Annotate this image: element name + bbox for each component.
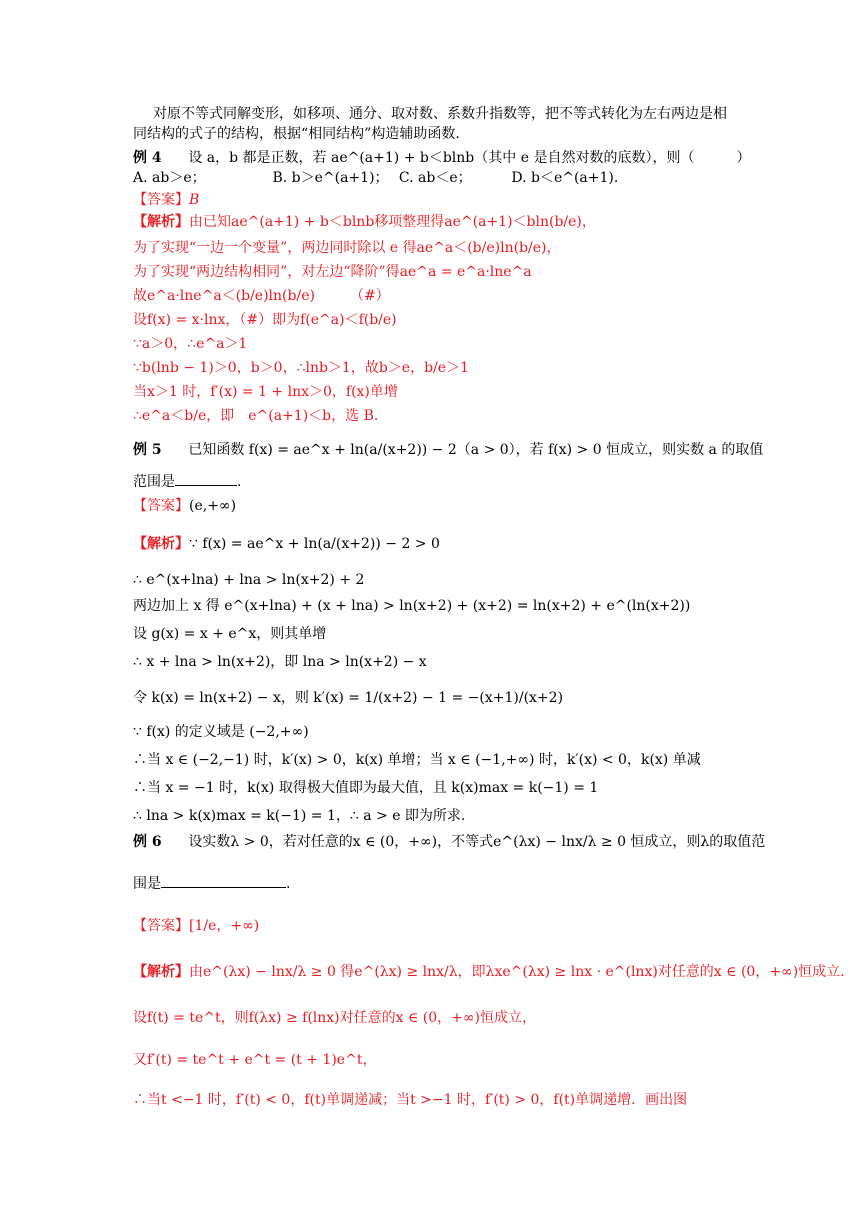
example5-question-row2: 范围是 . [133,474,242,490]
example4-analysis-line [133,212,730,232]
example4-label: 例 4 [133,150,162,166]
example4-question: 设 a，b 都是正数，若 ae^(a+1) + b＜blnb（其中 e 是自然对数的底数），则（ ） [188,150,751,166]
example6-question: 设实数λ > 0，若对任意的x ∈ (0，+∞)，不等式e^(λx) − lnx/λ ≥ 0 恒成立，则λ的取值范 [188,834,766,850]
example4-analysis-line: 当x＞1 时，f′(x) = 1 + lnx＞0，f(x)单增 [133,384,398,400]
example6-answer [133,916,730,936]
example5-answer [133,496,730,516]
analysis-text: 由已知ae^(a+1) + b＜blnb移项整理得ae^(a+1)＜bln(b/e)， [189,214,596,230]
example4-option-c: C. ab＜e； [398,170,472,186]
example4-analysis-line: 为了实现“两边结构相同”，对左边“降阶”得ae^a = e^a·lne^a [133,264,532,280]
answer-label: 【答案】 [133,498,189,514]
example5-analysis-line: 令 k(x) = ln(x+2) − x，则 k′(x) = 1/(x+2) − 1 = −(x+1)/(x+2) [133,690,564,706]
example5-analysis-line: ∴当 x ∈ (−2,−1) 时，k′(x) > 0，k(x) 单增；当 x ∈ (−1,+∞) 时，k′(x) < 0，k(x) 单减 [133,752,701,768]
example6-question-row2: 围是 . [133,876,291,892]
example5-analysis-line: 两边加上 x 得 e^(x+lna) + (x + lna) > ln(x+2) + (x+2) = ln(x+2) + e^(ln(x+2)) [133,598,691,614]
example5-label: 例 5 [133,442,162,458]
example6-analysis-line: 设f(t) = te^t，则f(λx) ≥ f(lnx)对任意的x ∈ (0，+∞)恒成立， [133,1010,537,1026]
example5-analysis-line: ∵ f(x) 的定义域是 (−2,+∞) [133,724,309,740]
example6-analysis-line [133,962,845,982]
analysis-label: 【解析】 [133,964,189,980]
example5-question-end: 范围是 [133,474,175,490]
answer-blank [161,887,286,888]
answer-label: 【答案】 [133,192,189,208]
example4-option-a: A. ab＞e； [133,170,206,186]
analysis-text: ∵ f(x) = ae^x + ln(a/(x+2)) − 2 > 0 [189,536,440,552]
answer-label: 【答案】 [133,918,189,934]
example5-analysis-line: ∴ x + lna > ln(x+2)，即 lna > ln(x+2) − x [133,654,427,670]
example4-analysis-line: ∵a＞0，∴e^a＞1 [133,336,248,352]
analysis-label: 【解析】 [133,214,189,230]
example4-option-b: B. b＞e^(a+1)； [272,170,389,186]
example4-analysis-line: ∵b(lnb − 1)＞0，b＞0，∴lnb＞1，故b＞e，b/e＞1 [133,360,469,376]
example4-analysis-line: 为了实现“一边一个变量”，两边同时除以 e 得ae^a＜(b/e)ln(b/e)， [133,240,561,256]
example6-label: 例 6 [133,834,162,850]
example6-analysis-line: 又f′(t) = te^t + e^t = (t + 1)e^t， [133,1052,377,1068]
example5-question: 已知函数 f(x) = ae^x + ln(a/(x+2)) − 2（a > 0），若 f(x) > 0 恒成立，则实数 a 的取值 [188,442,764,458]
example4-analysis-line: ∴e^a＜b/e，即 e^(a+1)＜b，选 B. [133,408,379,424]
example4-analysis-line: 设f(x) = x·lnx，（#）即为f(e^a)＜f(b/e) [133,312,397,328]
example4-option-d: D. b＜e^(a+1). [511,170,619,186]
answer-value: (e,+∞) [189,498,237,514]
example4-answer [133,190,730,210]
example5-analysis-line [133,534,730,554]
answer-value: [1/e，+∞) [189,918,260,934]
example4-options [133,168,730,188]
answer-value: B [189,192,200,208]
example6-question-row [133,832,766,852]
example4-question-row [133,148,751,168]
example5-analysis-line: ∴当 x = −1 时，k(x) 取得极大值即为最大值，且 k(x)max = k(−1) = 1 [133,780,599,796]
example4-analysis-line: 故e^a·lne^a＜(b/e)ln(b/e) （#） [133,288,390,304]
analysis-text: 由e^(λx) − lnx/λ ≥ 0 得e^(λx) ≥ lnx/λ，即λxe^(λx) ≥ lnx · e^(lnx)对任意的x ∈ (0，+∞)恒成立. [189,964,845,980]
example6-question-end: 围是 [133,876,161,892]
example5-analysis-line: ∴ lna > k(x)max = k(−1) = 1，∴ a > e 即为所求. [133,808,466,824]
answer-blank [175,485,237,486]
analysis-label: 【解析】 [133,536,189,552]
example5-analysis-line: 设 g(x) = x + e^x，则其单增 [133,626,327,642]
example6-analysis-line: ∴当t <−1 时，f′(t) < 0，f(t)单调递减；当t >−1 时，f′(t) > 0，f(t)单调递增．画出图 [133,1092,688,1108]
example5-analysis-line: ∴ e^(x+lna) + lna > ln(x+2) + 2 [133,572,365,588]
example5-question-row [133,440,764,460]
intro-paragraph: 对原不等式同解变形，如移项、通分、取对数、系数升指数等，把不等式转化为左右两边是相同结构的式子的结构，根据“相同结构”构造辅助函数. [133,106,727,142]
